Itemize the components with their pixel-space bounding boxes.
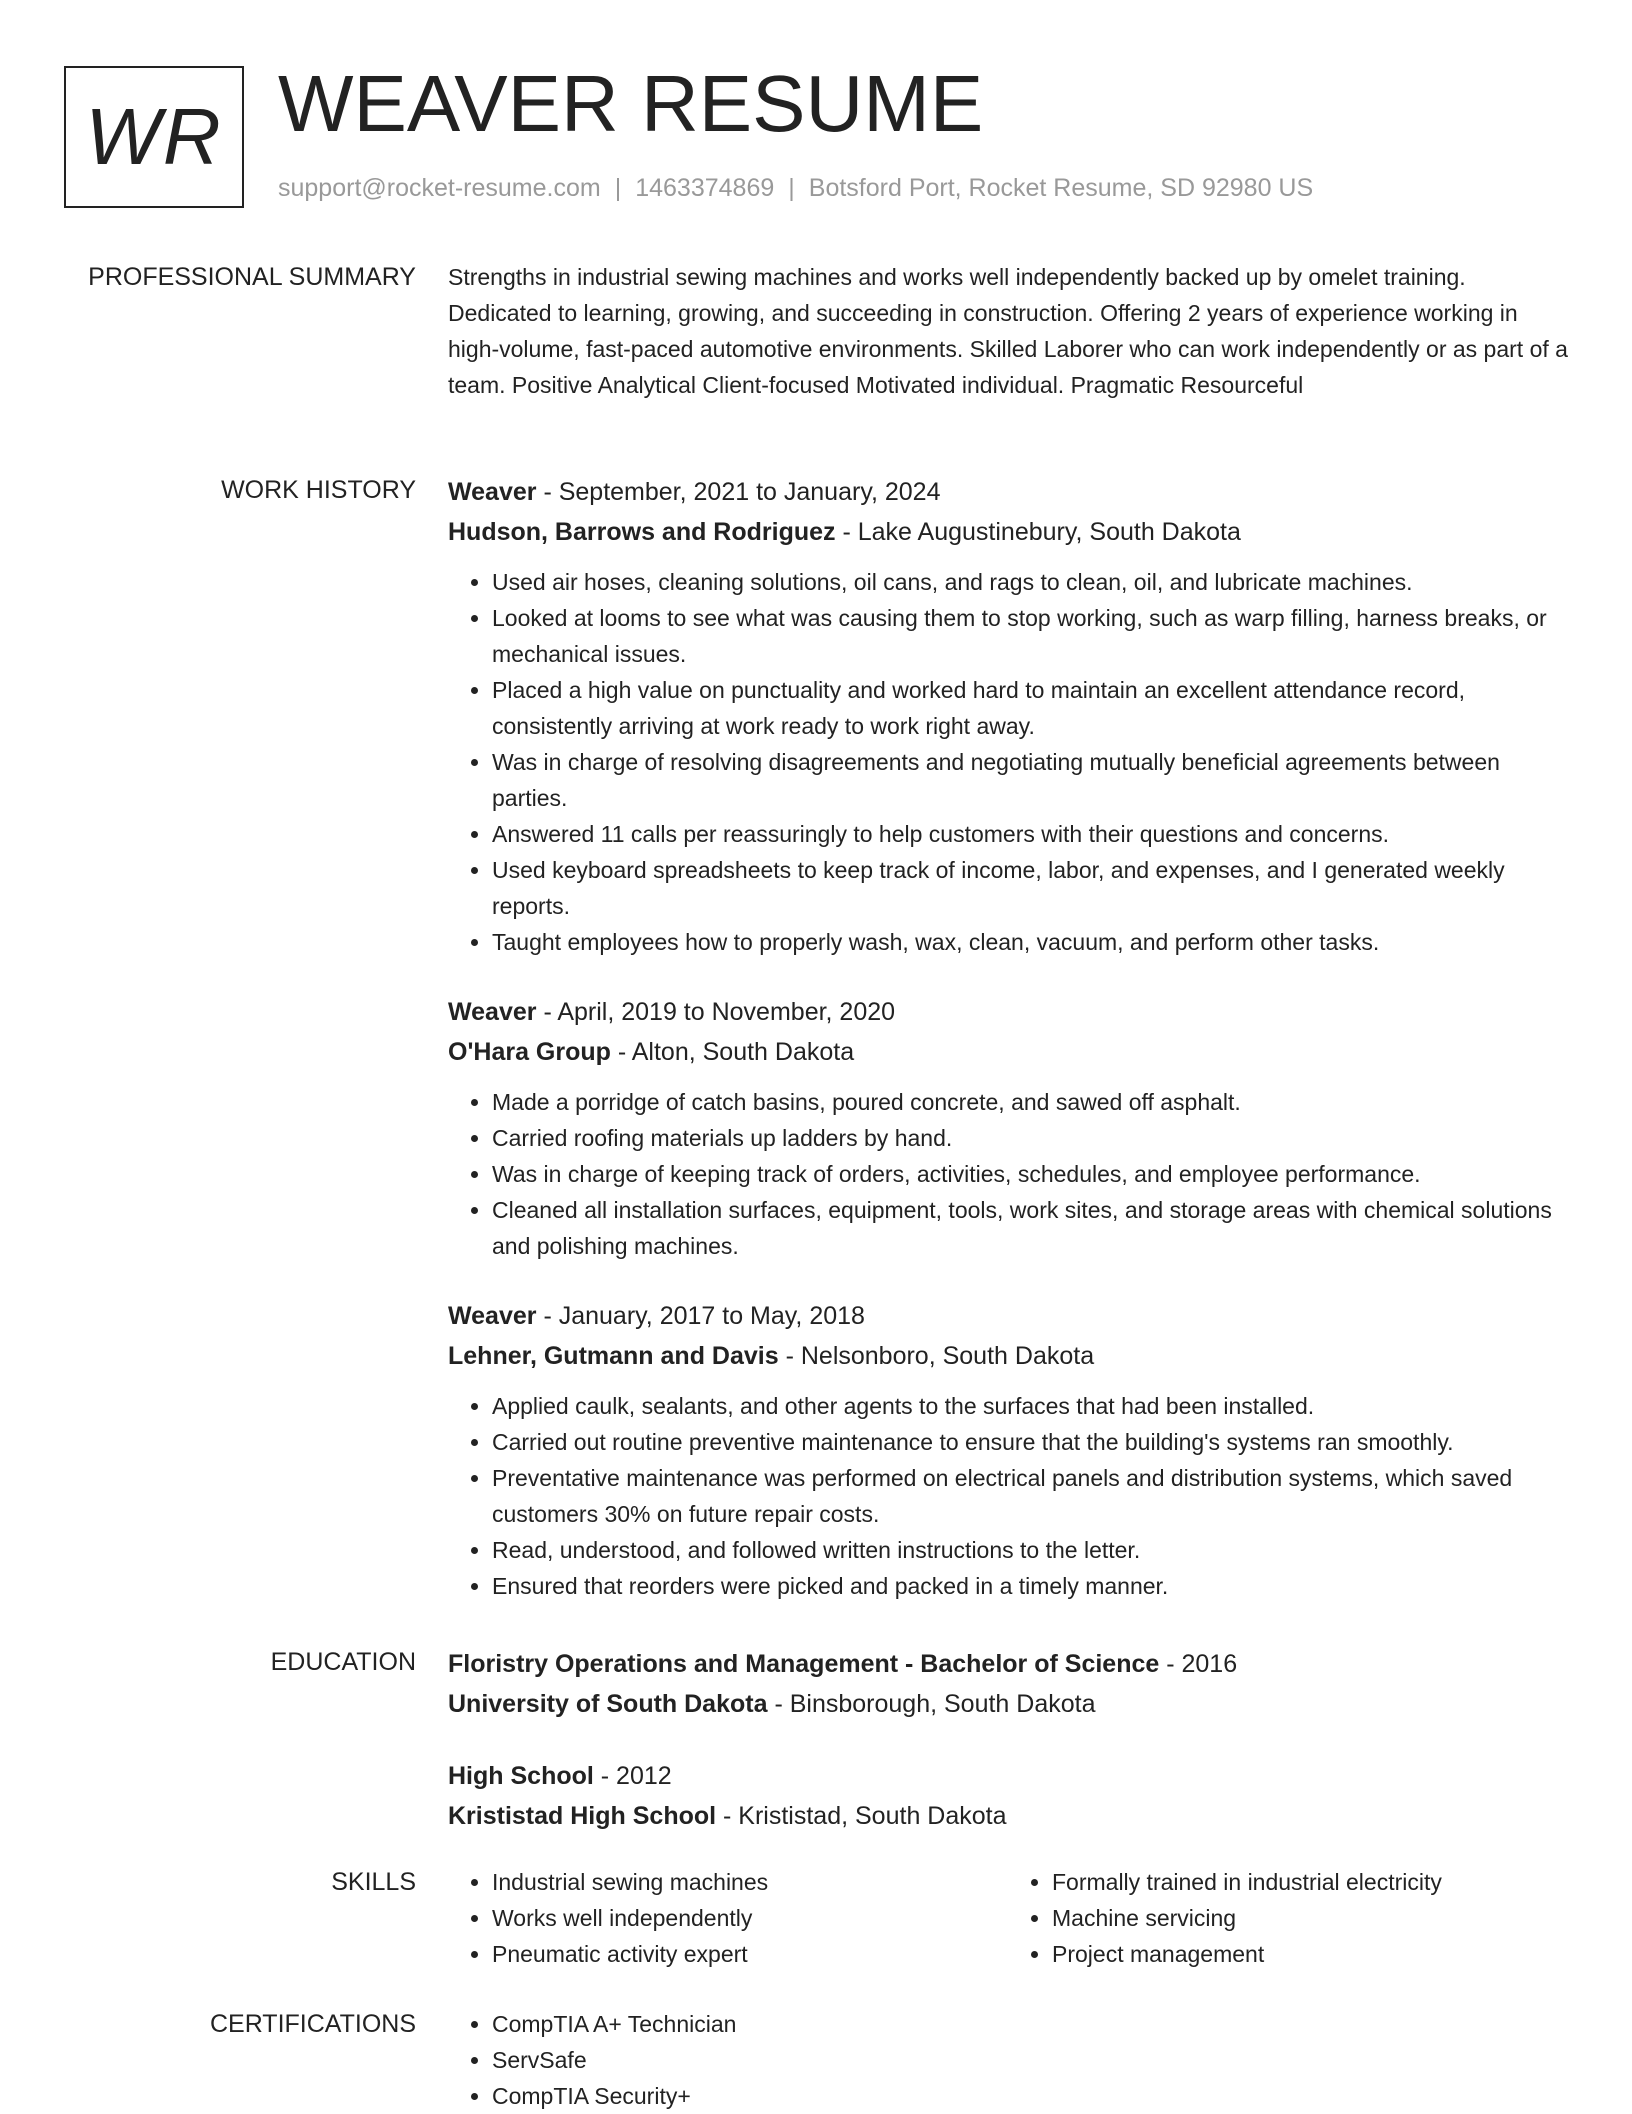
job-entry [448, 1296, 1568, 1604]
job-bullet: • Was in charge of resolving disagreements and negotiating mutually beneficial agreements between parties. [492, 744, 1568, 816]
job-title: Weaver [448, 998, 537, 1026]
job-bullet: • Placed a high value on punctuality and worked hard to maintain an excellent attendance record, consistently arriving at work ready to work right away. [492, 672, 1568, 744]
job-bullet: • Was in charge of keeping track of orders, activities, schedules, and employee performance. [492, 1156, 1568, 1192]
skills-grid [448, 1864, 1568, 1972]
contact-address: Botsford Port, Rocket Resume, SD 92980 US [808, 174, 1314, 202]
skill-item: • Pneumatic activity expert [492, 1936, 1008, 1972]
job-title-line [448, 1296, 1568, 1336]
skills-column-right [1008, 1864, 1568, 1972]
skill-item: • Industrial sewing machines [492, 1864, 1008, 1900]
job-bullet: • Answered 11 calls per reassuringly to help customers with their questions and concerns. [492, 816, 1568, 852]
job-dates: - April, 2019 to November, 2020 [536, 998, 896, 1026]
contact-separator: | [614, 174, 622, 202]
job-bullet: • Taught employees how to properly wash, wax, clean, vacuum, and perform other tasks. [492, 924, 1568, 960]
job-org-line [448, 1336, 1568, 1376]
job-bullet: • Ensured that reorders were picked and packed in a timely manner. [492, 1568, 1568, 1604]
job-bullet: • Looked at looms to see what was causing them to stop working, such as warp filling, harness breaks, or mechanical issues. [492, 600, 1568, 672]
monogram-logo: WR [64, 66, 244, 208]
education-list [448, 1644, 1568, 1836]
education-degree-line [448, 1756, 1568, 1796]
education-degree: Floristry Operations and Management - Bachelor of Science [448, 1650, 1160, 1678]
job-title-line [448, 992, 1568, 1032]
job-bullet: • Read, understood, and followed written instructions to the letter. [492, 1532, 1568, 1568]
job-location: - Nelsonboro, South Dakota [778, 1342, 1095, 1370]
education-school-line [448, 1796, 1568, 1836]
section-label-summary: PROFESSIONAL SUMMARY [88, 263, 416, 291]
section-label-education: EDUCATION [270, 1648, 416, 1676]
certification-item: • CompTIA A+ Technician [492, 2006, 1568, 2042]
job-bullets [448, 564, 1568, 960]
education-school-line [448, 1684, 1568, 1724]
section-label-work: WORK HISTORY [221, 476, 416, 504]
education-year: - 2016 [1159, 1650, 1238, 1678]
job-location: - Lake Augustinebury, South Dakota [835, 518, 1241, 546]
skill-item: • Formally trained in industrial electricity [1052, 1864, 1568, 1900]
job-location: - Alton, South Dakota [610, 1038, 855, 1066]
contact-line [278, 174, 1313, 203]
job-title: Weaver [448, 478, 537, 506]
skill-item: • Machine servicing [1052, 1900, 1568, 1936]
certification-item: • ServSafe [492, 2042, 1568, 2078]
skill-item: • Works well independently [492, 1900, 1008, 1936]
job-bullet: • Made a porridge of catch basins, poured concrete, and sawed off asphalt. [492, 1084, 1568, 1120]
job-company: Hudson, Barrows and Rodriguez [448, 518, 836, 546]
job-dates: - January, 2017 to May, 2018 [536, 1302, 865, 1330]
section-label-certifications: CERTIFICATIONS [209, 2010, 416, 2038]
job-title: Weaver [448, 1302, 537, 1330]
job-org-line [448, 512, 1568, 552]
resume-name: WEAVER RESUME [278, 59, 984, 148]
job-bullet: • Carried out routine preventive maintenance to ensure that the building's systems ran smoothly. [492, 1424, 1568, 1460]
job-bullets [448, 1388, 1568, 1604]
skills-column-left [448, 1864, 1008, 1972]
job-bullet: • Used keyboard spreadsheets to keep track of income, labor, and expenses, and I generated weekly reports. [492, 852, 1568, 924]
education-location: - Krististad, South Dakota [716, 1802, 1007, 1830]
education-degree: High School [448, 1762, 594, 1790]
certification-item: • CompTIA Security+ [492, 2078, 1568, 2114]
education-degree-line [448, 1644, 1568, 1684]
job-entry [448, 992, 1568, 1264]
certifications-list [448, 2006, 1568, 2114]
job-company: O'Hara Group [448, 1038, 611, 1066]
job-bullets [448, 1084, 1568, 1264]
job-bullet: • Used air hoses, cleaning solutions, oil cans, and rags to clean, oil, and lubricate machines. [492, 564, 1568, 600]
job-company: Lehner, Gutmann and Davis [448, 1342, 779, 1370]
job-bullet: • Applied caulk, sealants, and other agents to the surfaces that had been installed. [492, 1388, 1568, 1424]
jobs-list [448, 472, 1568, 1636]
contact-phone: 1463374869 [635, 174, 775, 202]
job-bullet: • Cleaned all installation surfaces, equipment, tools, work sites, and storage areas with chemical solutions and polishing machines. [492, 1192, 1568, 1264]
education-year: - 2012 [593, 1762, 672, 1790]
education-school: Krististad High School [448, 1802, 717, 1830]
education-entry [448, 1644, 1568, 1724]
job-bullet: • Preventative maintenance was performed on electrical panels and distribution systems, which saved customers 30% on future repair costs. [492, 1460, 1568, 1532]
job-org-line [448, 1032, 1568, 1072]
education-entry [448, 1756, 1568, 1836]
contact-email: support@rocket-resume.com [278, 174, 601, 202]
section-label-skills: SKILLS [331, 1868, 416, 1896]
education-location: - Binsborough, South Dakota [767, 1690, 1096, 1718]
job-entry [448, 472, 1568, 960]
job-bullet: • Carried roofing materials up ladders by hand. [492, 1120, 1568, 1156]
job-title-line [448, 472, 1568, 512]
education-school: University of South Dakota [448, 1690, 768, 1718]
job-dates: - September, 2021 to January, 2024 [536, 478, 941, 506]
skill-item: • Project management [1052, 1936, 1568, 1972]
contact-separator: | [788, 174, 795, 202]
summary-text: Strengths in industrial sewing machines and works well independently backed up by omelet training. Dedicated to learning, growing, and succeeding in construction. Offering 2 years of experience working in high-volume, fast-paced automotive environments. Skilled Laborer who can work independently or as part of a team. Positive Analytical Client-focused Motivated individual. Pragmatic Resourceful [448, 264, 1568, 398]
